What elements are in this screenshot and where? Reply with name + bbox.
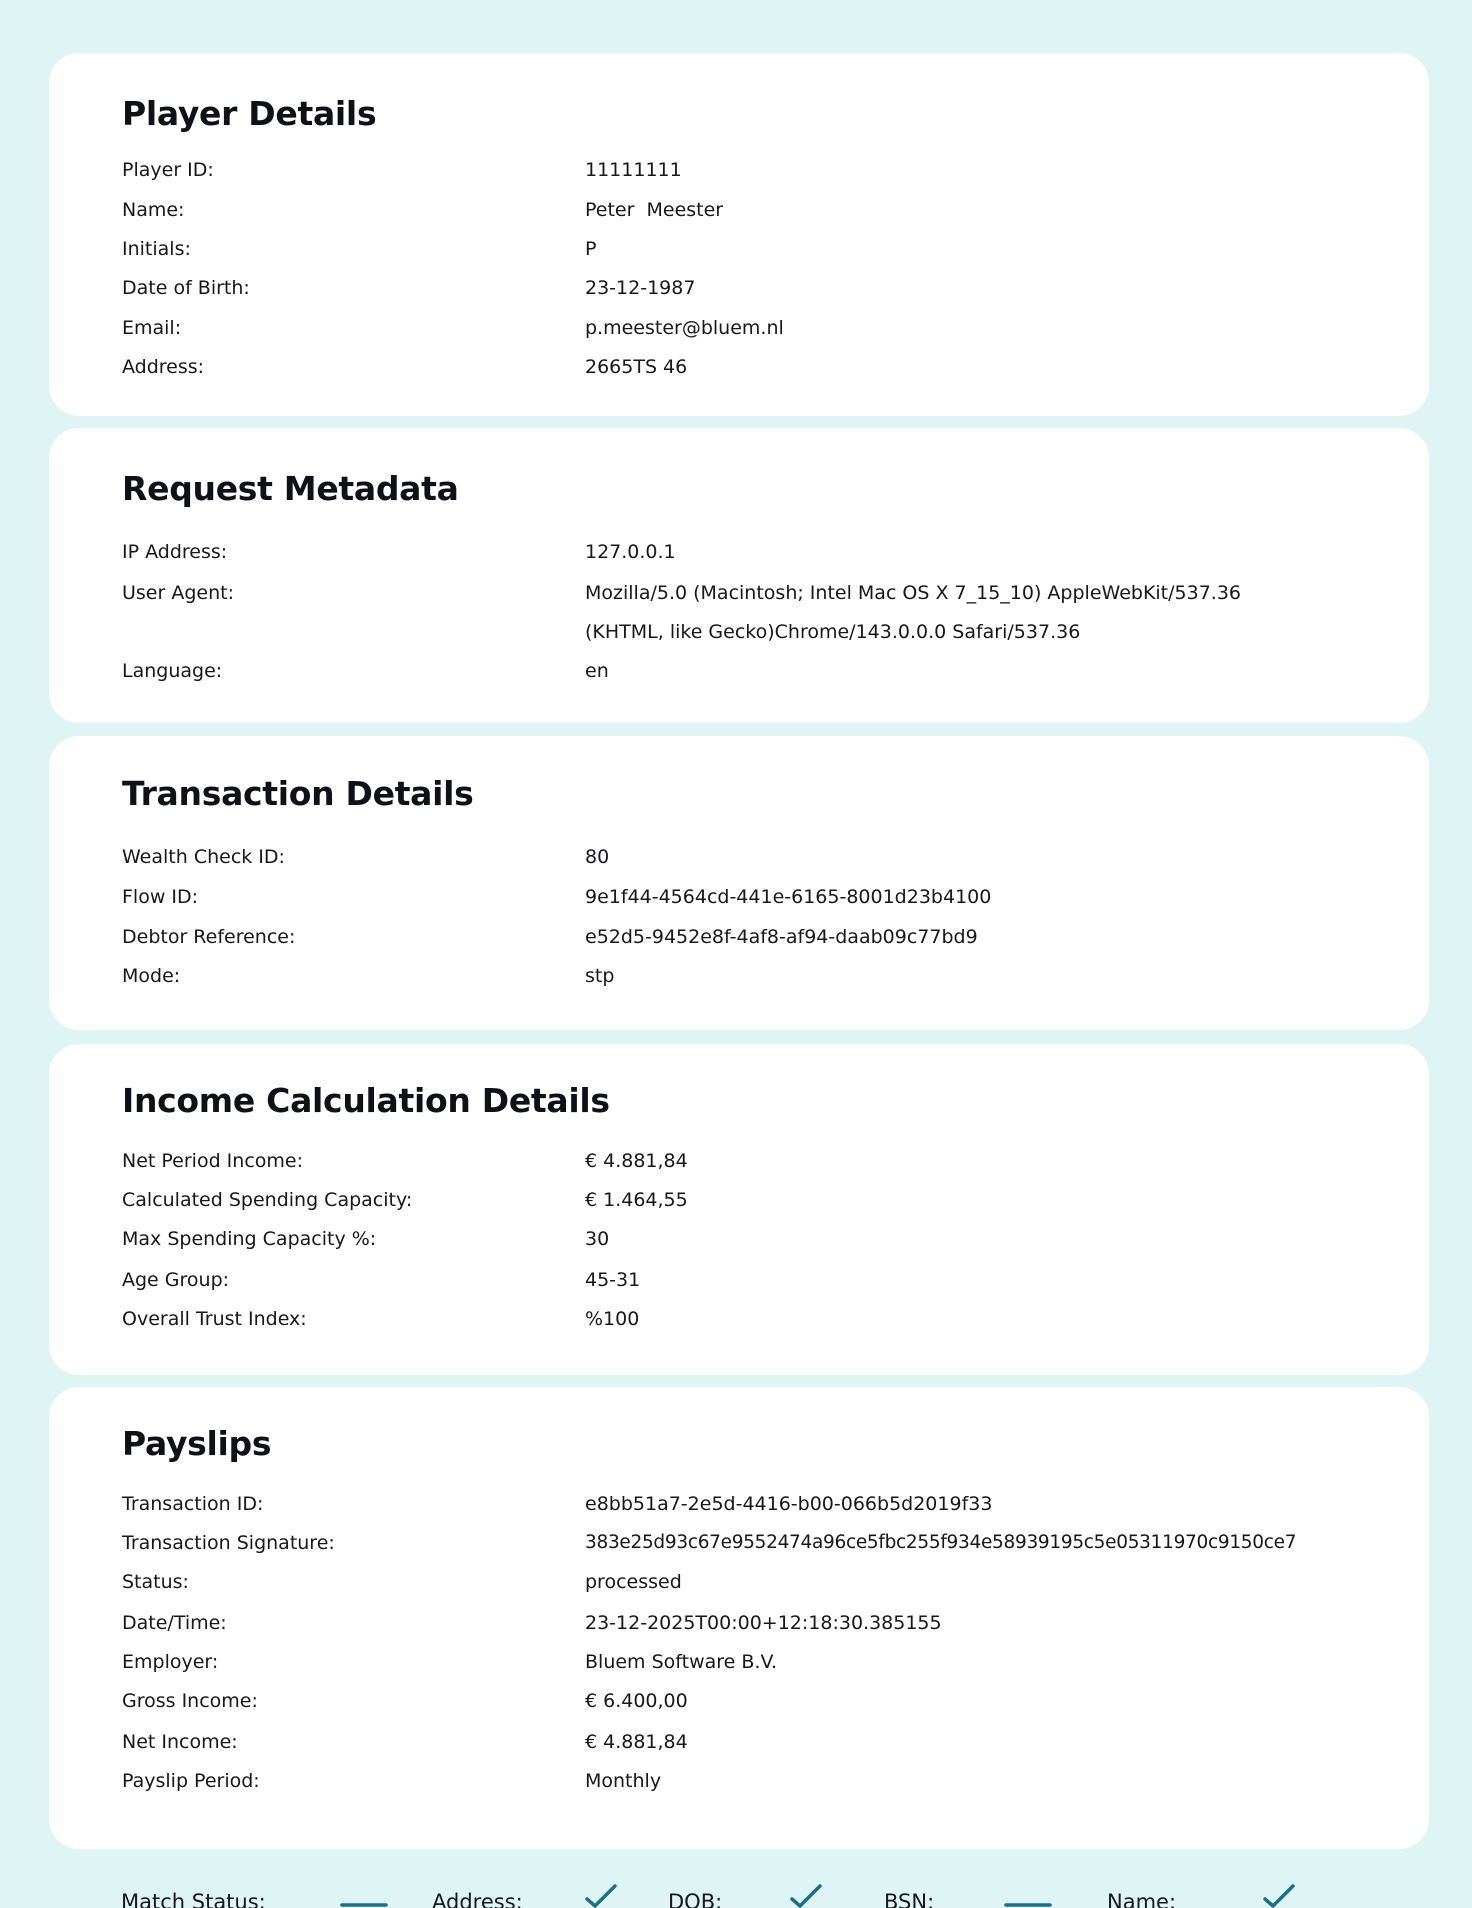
match-address-label: Address:: [432, 1890, 523, 1908]
match-status-bar: [0, 1880, 1472, 1908]
check-icon: [584, 1883, 618, 1908]
age-group-label: Age Group:: [122, 1269, 230, 1291]
match-status-label: Match Status:: [121, 1890, 266, 1908]
net-income-value: € 4.881,84: [585, 1731, 688, 1753]
row-net-period-income: [122, 1146, 1389, 1176]
gross-income-value: € 6.400,00: [585, 1690, 688, 1712]
date-of-birth-label: Date of Birth:: [122, 277, 250, 299]
row-user-agent: [122, 578, 1389, 656]
row-flow-id: [122, 882, 1389, 912]
employer-label: Employer:: [122, 1651, 219, 1673]
row-calculated-spending-capacity: [122, 1185, 1389, 1215]
dash-icon: [1004, 1888, 1052, 1908]
transaction-id-label: Transaction ID:: [122, 1493, 264, 1515]
ip-address-label: IP Address:: [122, 541, 228, 563]
check-icon: [1262, 1883, 1296, 1908]
wealth-check-id-label: Wealth Check ID:: [122, 846, 285, 868]
row-overall-trust-index: [122, 1304, 1389, 1334]
transaction-details-title: Transaction Details: [122, 774, 474, 813]
flow-id-value: 9e1f44-4564cd-441e-6165-8001d23b4100: [585, 886, 992, 908]
gross-income-label: Gross Income:: [122, 1690, 258, 1712]
player-id-label: Player ID:: [122, 159, 214, 181]
row-email: [122, 313, 1389, 343]
row-max-spending-capacity: [122, 1224, 1389, 1254]
date-of-birth-value: 23-12-1987: [585, 277, 696, 299]
address-label: Address:: [122, 356, 205, 378]
mode-value: stp: [585, 965, 615, 987]
row-date-of-birth: [122, 273, 1389, 303]
address-value: 2665TS 46: [585, 356, 688, 378]
transaction-id-value: e8bb51a7-2e5d-4416-b00-066b5d2019f33: [585, 1493, 993, 1515]
row-wealth-check-id: [122, 842, 1389, 872]
income-calculation-card: [49, 1044, 1429, 1375]
max-spending-capacity-value: 30: [585, 1228, 610, 1250]
row-transaction-id: [122, 1489, 1389, 1519]
check-icon: [789, 1883, 823, 1908]
payslips-card: [49, 1387, 1429, 1849]
match-bsn-label: BSN:: [884, 1890, 935, 1908]
overall-trust-index-label: Overall Trust Index:: [122, 1308, 307, 1330]
status-label: Status:: [122, 1571, 189, 1593]
player-id-value: 11111111: [585, 159, 682, 181]
row-transaction-signature: [122, 1528, 1389, 1558]
row-mode: [122, 961, 1389, 991]
ip-address-value: 127.0.0.1: [585, 541, 676, 563]
match-dob-label: DOB:: [668, 1890, 723, 1908]
payslip-period-value: Monthly: [585, 1770, 662, 1792]
name-value: Peter Meester: [585, 199, 724, 221]
dash-icon: [340, 1888, 388, 1908]
max-spending-capacity-label: Max Spending Capacity %:: [122, 1228, 377, 1250]
request-metadata-card: [49, 428, 1429, 723]
row-status: [122, 1567, 1389, 1597]
debtor-reference-label: Debtor Reference:: [122, 926, 296, 948]
overall-trust-index-value: %100: [585, 1308, 640, 1330]
transaction-details-card: [49, 736, 1429, 1030]
date-time-value: 23-12-2025T00:00+12:18:30.385155: [585, 1612, 942, 1634]
employer-value: Bluem Software B.V.: [585, 1651, 778, 1673]
flow-id-label: Flow ID:: [122, 886, 199, 908]
date-time-label: Date/Time:: [122, 1612, 227, 1634]
row-age-group: [122, 1265, 1389, 1295]
status-value: processed: [585, 1571, 682, 1593]
net-period-income-value: € 4.881,84: [585, 1150, 688, 1172]
player-details-card: [49, 53, 1429, 416]
row-payslip-period: [122, 1766, 1389, 1796]
initials-value: P: [585, 238, 597, 260]
calculated-spending-capacity-value: € 1.464,55: [585, 1189, 688, 1211]
match-name-label: Name:: [1107, 1890, 1177, 1908]
user-agent-value: Mozilla/5.0 (Macintosh; Intel Mac OS X 7_15_10) AppleWebKit/537.36 (KHTML, like Gecko)Chrome/143.0.0.0 Safari/537.36: [585, 582, 1242, 643]
email-value: p.meester@bluem.nl: [585, 317, 784, 339]
age-group-value: 45-31: [585, 1269, 641, 1291]
net-period-income-label: Net Period Income:: [122, 1150, 303, 1172]
row-gross-income: [122, 1686, 1389, 1716]
payslip-period-label: Payslip Period:: [122, 1770, 260, 1792]
request-metadata-title: Request Metadata: [122, 469, 459, 508]
transaction-signature-value: 383e25d93c67e9552474a96ce5fbc255f934e58939195c5e05311970c9150ce7: [585, 1532, 1297, 1553]
language-value: en: [585, 660, 609, 682]
wealth-check-id-value: 80: [585, 846, 610, 868]
row-date-time: [122, 1608, 1389, 1638]
net-income-label: Net Income:: [122, 1731, 238, 1753]
row-language: [122, 656, 1389, 686]
row-employer: [122, 1647, 1389, 1677]
row-net-income: [122, 1727, 1389, 1757]
initials-label: Initials:: [122, 238, 191, 260]
mode-label: Mode:: [122, 965, 181, 987]
row-initials: [122, 234, 1389, 264]
row-name: [122, 195, 1389, 225]
row-debtor-reference: [122, 922, 1389, 952]
payslips-title: Payslips: [122, 1424, 272, 1463]
calculated-spending-capacity-label: Calculated Spending Capacity:: [122, 1189, 413, 1211]
transaction-signature-label: Transaction Signature:: [122, 1532, 335, 1554]
email-label: Email:: [122, 317, 182, 339]
row-ip-address: [122, 537, 1389, 567]
row-address: [122, 352, 1389, 382]
user-agent-label: User Agent:: [122, 582, 234, 604]
debtor-reference-value: e52d5-9452e8f-4af8-af94-daab09c77bd9: [585, 926, 978, 948]
name-label: Name:: [122, 199, 185, 221]
player-details-title: Player Details: [122, 94, 377, 133]
row-player-id: [122, 155, 1389, 185]
income-calculation-title: Income Calculation Details: [122, 1081, 610, 1120]
language-label: Language:: [122, 660, 223, 682]
